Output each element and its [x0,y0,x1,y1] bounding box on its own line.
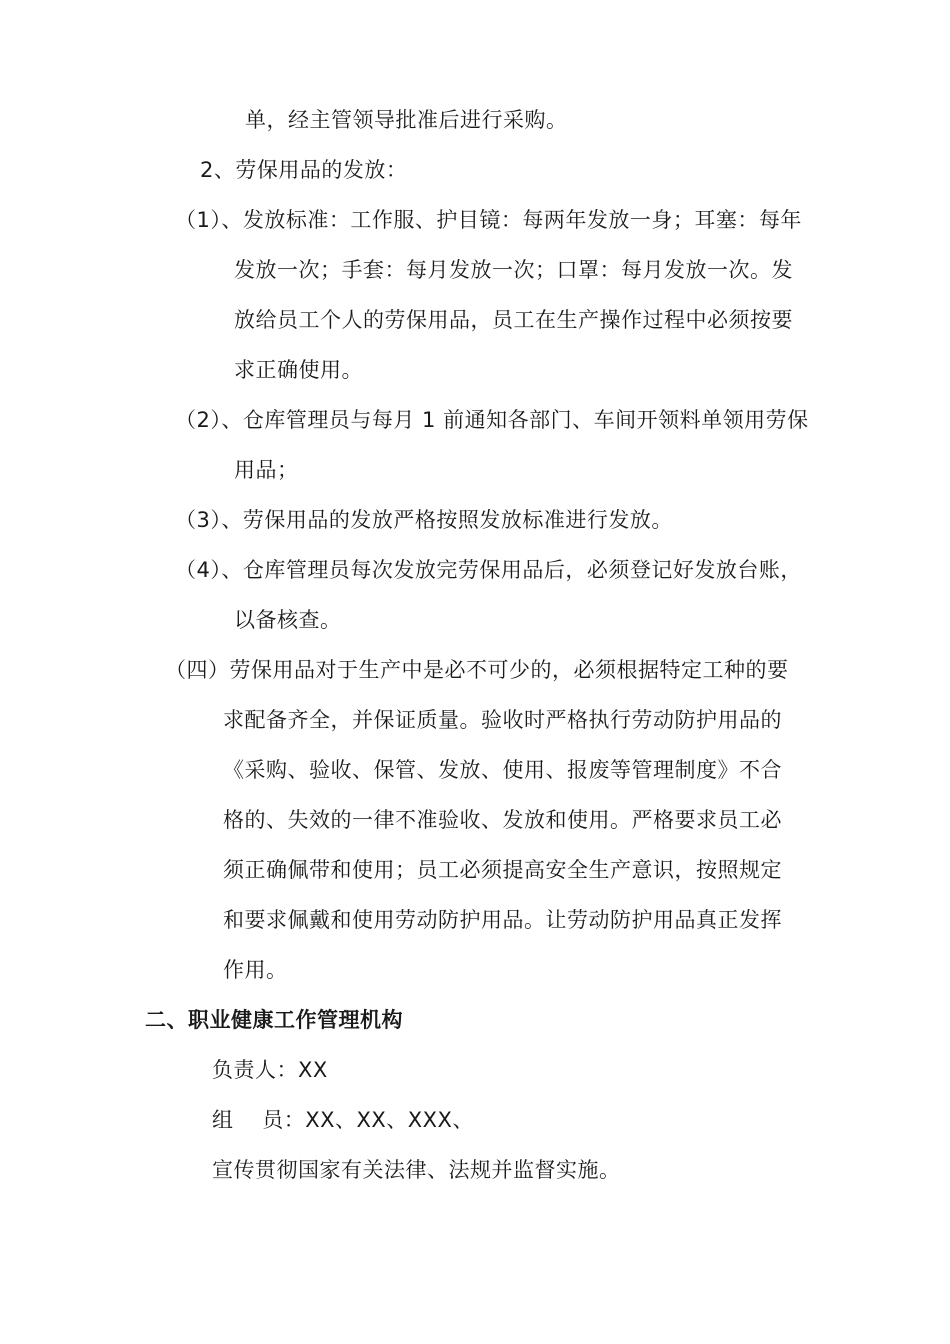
text-line: 单，经主管领导批准后进行采购。 [245,108,568,132]
text-line: 负责人：XX [212,1058,328,1082]
text-line: 《采购、验收、保管、发放、使用、报废等管理制度》不合 [223,758,782,782]
text-line: 以备核查。 [234,608,342,632]
text-line: （3）、劳保用品的发放严格按照发放标准进行发放。 [175,508,673,532]
text-line: 用品； [234,458,299,482]
text-line: （4）、仓库管理员每次发放完劳保用品后，必须登记好发放台账， [175,558,802,582]
text-line: 放给员工个人的劳保用品，员工在生产操作过程中必须按要 [234,308,793,332]
text-line: （1）、发放标准：工作服、护目镜：每两年发放一身；耳塞：每年 [175,208,802,232]
section-heading: 二、职业健康工作管理机构 [145,1008,403,1032]
text-line: 求配备齐全，并保证质量。验收时严格执行劳动防护用品的 [223,708,782,732]
text-line: 求正确使用。 [234,358,363,382]
text-line: 宣传贯彻国家有关法律、法规并监督实施。 [212,1158,621,1182]
text-line: 发放一次；手套：每月发放一次；口罩：每月发放一次。发 [234,258,793,282]
text-line: （2）、仓库管理员与每月 1 前通知各部门、车间开领料单领用劳保 [175,408,809,432]
text-line: 组 员：XX、XX、XXX、 [212,1108,474,1132]
text-line: 须正确佩带和使用；员工必须提高安全生产意识，按照规定 [223,858,782,882]
text-line: 和要求佩戴和使用劳动防护用品。让劳动防护用品真正发挥 [223,908,782,932]
text-line: 格的、失效的一律不准验收、发放和使用。严格要求员工必 [223,808,782,832]
text-line: 作用。 [223,958,288,982]
text-line: （四）劳保用品对于生产中是必不可少的，必须根据特定工种的要 [165,658,789,682]
text-line: 2、劳保用品的发放： [200,158,408,182]
